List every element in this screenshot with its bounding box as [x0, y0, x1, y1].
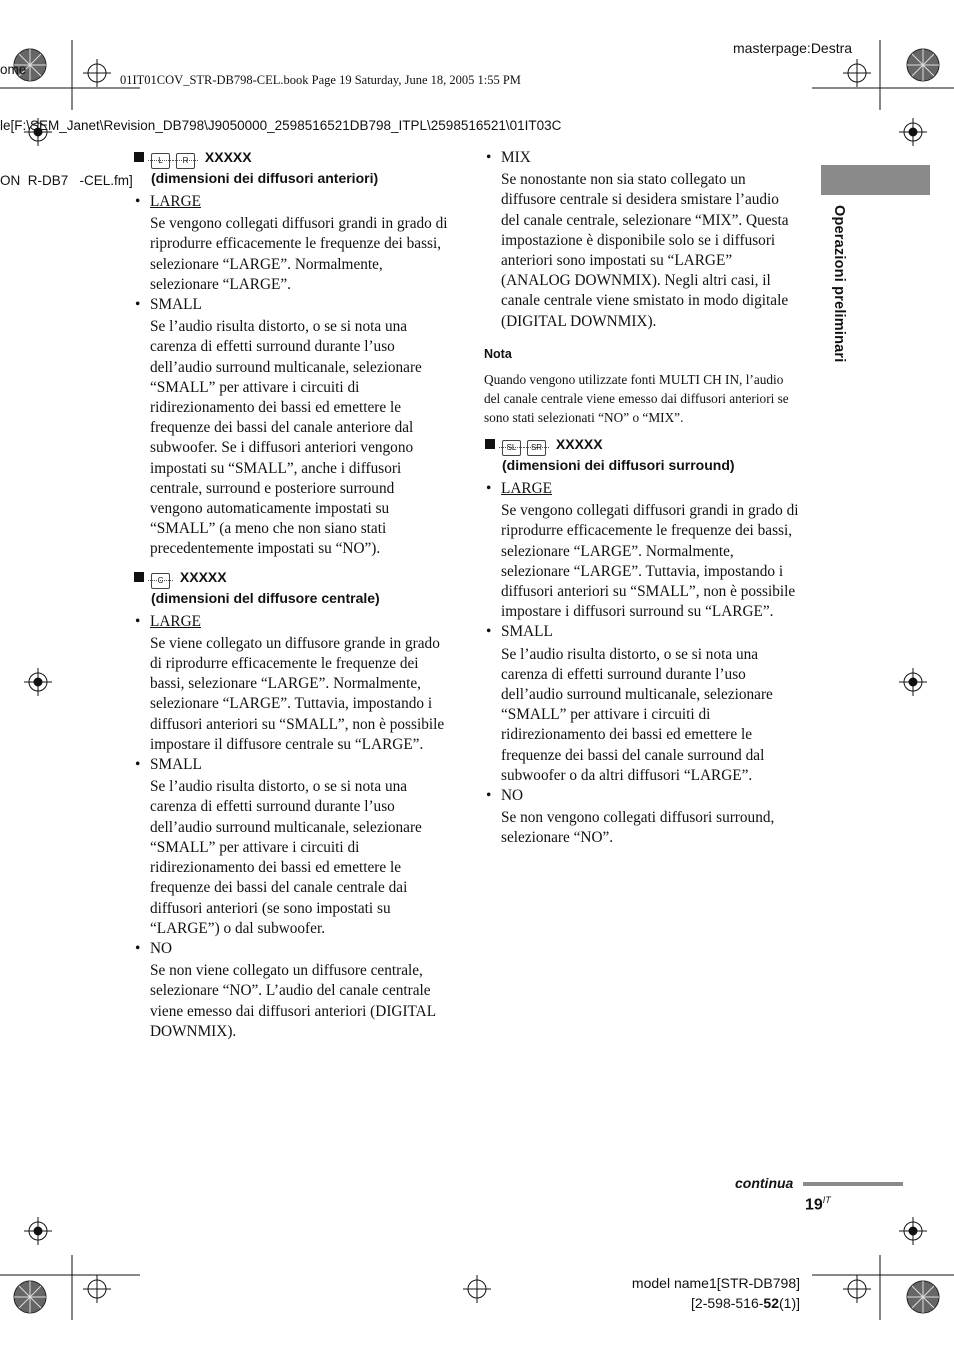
continued-bar [803, 1182, 903, 1186]
item-label: NO [150, 939, 173, 957]
section-code: XXXXX [204, 149, 252, 165]
list-item [484, 622, 800, 786]
front-left-speaker-icon: L [151, 153, 170, 169]
item-label: SMALL [150, 296, 202, 314]
page-number-value: 19 [805, 1196, 823, 1214]
side-tab-text: Operazioni preliminari [831, 205, 847, 363]
item-text: Se l’audio risulta distorto, o se si nota una carenza di effetti surround durante l’uso dell’audio surround multicanale, selezionare “SMALL” per attivare i circuiti di ridirezionamento dei bassi ed emettere le frequenze dei bassi del canale anteriore dal subwoofer. Se i diffusori anteriori vengono impostati su “SMALL”, anche i diffusori centrale, surround e posteriore surround vengono automaticamente impostati su “SMALL” (a meno che non siano stati precedentemente impostati su “NO”). [150, 318, 422, 558]
section-code: XXXXX [179, 568, 227, 585]
list-item [133, 939, 448, 1042]
model-code-prefix: [2-598-516- [691, 1295, 764, 1311]
file-path-line: ON R-DB7 -CEL.fm] [0, 173, 133, 188]
masterpage-label: masterpage:Destra [733, 40, 853, 56]
item-label: LARGE [150, 612, 201, 630]
item-text: Se vengono collegati diffusori grandi in grado di riprodurre efficacemente le frequenze dei bassi, selezionare “LARGE”. Normalmente, selezionare “LARGE”. [150, 215, 448, 293]
side-tab-bar [821, 165, 930, 195]
note-title: Nota [484, 346, 512, 361]
speaker-icons [151, 149, 201, 169]
list-item [133, 192, 448, 295]
model-code-suffix: (1)] [779, 1295, 800, 1311]
item-text: Se viene collegato un diffusore grande in grado di riprodurre efficacemente le frequenze dei bassi, selezionare “LARGE”. Normalmente, selezionare “LARGE”. Tuttavia, impostando i diffusori anteriori su “SMALL”, non è possibile impostare il diffusore centrale su “LARGE”. [150, 634, 445, 753]
bullet-icon: • [135, 612, 141, 630]
item-label: LARGE [501, 480, 552, 498]
list-item [484, 479, 800, 622]
front-right-speaker-icon: R [176, 153, 195, 169]
book-info-line: 01IT01COV_STR-DB798-CEL.book Page 19 Saturday, June 18, 2005 1:55 PM [120, 73, 521, 87]
bullet-icon: • [486, 149, 492, 166]
list-item [484, 786, 800, 849]
item-text: Se non viene collegato un diffusore centrale, selezionare “NO”. L’audio del canale centrale viene emesso dai diffusori anteriori (DIGITAL DOWNMIX). [150, 962, 436, 1040]
list-item [133, 295, 448, 560]
item-text: Se l’audio risulta distorto, o se si nota una carenza di effetti surround durante l’uso dell’audio surround multicanale, selezionare “SMALL” per attivare i circuiti di ridirezionamento dei bassi ed emettere le frequenze dei bassi del canale centrale dai diffusori anteriori (se sono impostati su “LARGE”) o dal subwoofer. [150, 778, 422, 937]
section-heading-front [133, 148, 448, 188]
square-bullet-icon [134, 152, 144, 162]
left-column [133, 148, 448, 1042]
item-text: Se nonostante non sia stato collegato un diffusore centrale si desidera smistare l’audio del canale centrale, selezionare “MIX”. Questa impostazione è disponibile solo se i diffusori anteriori sono impostati su “LARGE” (ANALOG DOWNMIX). Negli altri casi, il canale centrale viene smistato in modo digitale (DIGITAL DOWNMIX). [501, 171, 789, 330]
section-subtitle: (dimensioni del diffusore centrale) [151, 589, 380, 606]
bullet-icon: • [135, 939, 141, 957]
section-subtitle: (dimensioni dei diffusori surround) [502, 457, 735, 474]
file-path-line: le[F:\SEM_Janet\Revision_DB798\J9050000_2598516521DB798_ITPL\2598516521\01IT03C [0, 117, 562, 133]
item-label: LARGE [150, 193, 201, 210]
speaker-icons [502, 436, 552, 456]
bullet-icon: • [486, 480, 492, 498]
surround-right-speaker-icon: SR [527, 440, 546, 456]
bullet-icon: • [135, 296, 141, 314]
continued-label: continua [735, 1175, 794, 1191]
note-text: Quando vengono utilizzate fonti MULTI CH IN, l’audio del canale centrale viene emesso dai diffusori anteriori se sono stati selezionati “NO” o “MIX”. [484, 372, 789, 426]
bullet-icon: • [486, 787, 492, 805]
item-text: Se non vengono collegati diffusori surround, selezionare “NO”. [501, 809, 775, 847]
page-number [805, 1195, 831, 1214]
speaker-icons [151, 569, 176, 589]
item-label: NO [501, 787, 524, 805]
bullet-icon: • [135, 756, 141, 774]
list-item [484, 148, 800, 332]
bullet-icon: • [486, 623, 492, 641]
page-number-suffix: IT [822, 1195, 831, 1205]
section-code: XXXXX [555, 436, 603, 453]
file-path-line: ome [0, 62, 27, 77]
bullet-icon: • [135, 193, 141, 210]
side-tab-label [823, 205, 851, 405]
center-speaker-icon: C [151, 573, 170, 589]
list-item [133, 612, 448, 755]
square-bullet-icon [485, 439, 495, 449]
section-heading-surround [484, 435, 800, 475]
model-code-bold: 52 [763, 1295, 779, 1311]
model-info [600, 1273, 800, 1313]
list-item [133, 755, 448, 939]
item-text: Se vengono collegati diffusori grandi in grado di riprodurre efficacemente le frequenze dei bassi, selezionare “LARGE”. Normalmente, selezionare “LARGE”. Tuttavia, impostando i diffusori anteriori su “SMALL”, non è possibile impostare i diffusori surround su “LARGE”. [501, 502, 799, 621]
item-text: Se l’audio risulta distorto, o se si nota una carenza di effetti surround durante l’uso dell’audio surround multicanale, selezionare “SMALL” per attivare i circuiti di ridirezionamento dei bassi ed emettere le frequenze dei bassi del canale surround dal subwoofer o da altri diffusori “LARGE”. [501, 645, 773, 784]
section-heading-center [133, 568, 448, 608]
item-label: SMALL [501, 623, 553, 641]
item-label: SMALL [150, 756, 202, 774]
model-line: model name1[STR-DB798] [631, 1275, 800, 1291]
section-subtitle: (dimensioni dei diffusori anteriori) [151, 170, 379, 186]
right-column [484, 148, 800, 849]
surround-left-speaker-icon: SL [502, 440, 521, 456]
square-bullet-icon [134, 572, 144, 582]
model-code-line [600, 1293, 800, 1313]
item-label: MIX [501, 149, 531, 166]
